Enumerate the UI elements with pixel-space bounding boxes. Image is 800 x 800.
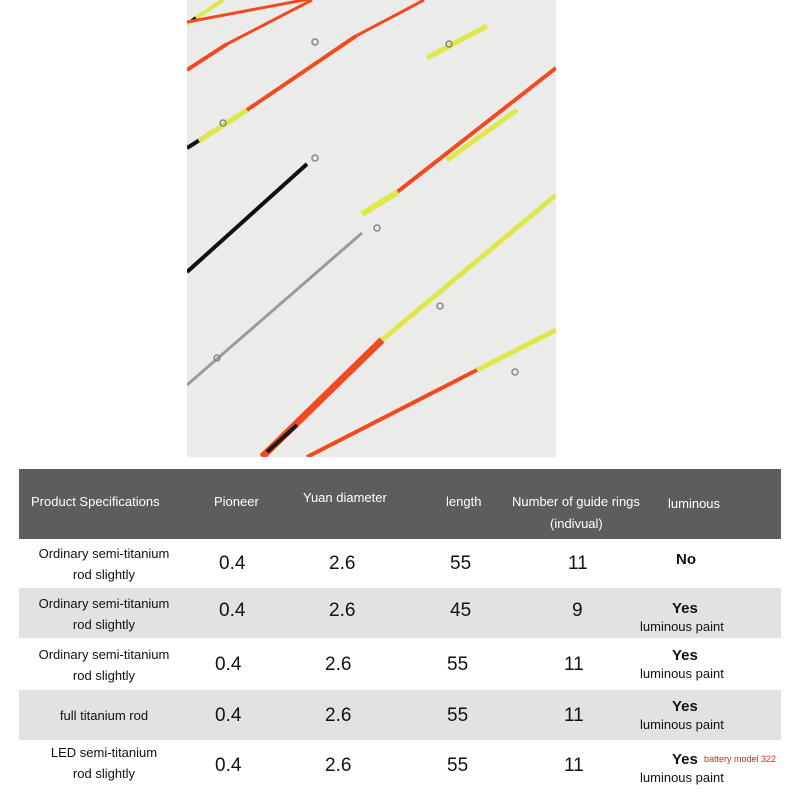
header-luminous: luminous [668,496,721,511]
diameter-value: 2.6 [329,600,356,621]
header-diameter: Yuan diameter [303,490,387,505]
rings-value: 9 [572,600,583,621]
rod-tip-6 [262,195,556,457]
rings-value: 11 [568,553,588,574]
product-name-line-1: Ordinary semi-titanium [38,546,170,561]
luminous-value: Yes [672,600,698,617]
diameter-value: 2.6 [325,654,352,675]
luminous-note: luminous paint [640,619,724,634]
rod-tip-3 [187,0,487,148]
rings-value: 11 [564,755,584,776]
diameter-value: 2.6 [325,705,352,726]
product-name-line-1: Ordinary semi-titanium [38,647,170,662]
product-name-line-2: rod slightly [72,766,136,781]
table-header [19,469,781,539]
header-product: Product Specifications [31,494,160,509]
specification-table [19,469,781,800]
pioneer-value: 0.4 [215,705,242,726]
diameter-value: 2.6 [329,553,356,574]
rod-tips-illustration [187,0,556,457]
rod-tip-5 [187,225,380,385]
table-row [19,638,781,690]
length-value: 55 [450,553,472,574]
rings-value: 11 [564,654,584,675]
product-name-line-1: LED semi-titanium [50,745,158,760]
header-pioneer: Pioneer [214,494,259,509]
table-row [19,588,781,638]
diameter-value: 2.6 [325,755,352,776]
luminous-value: Yes [672,647,698,664]
product-photo [187,0,556,457]
luminous-note: luminous paint [640,770,724,785]
rings-value: 11 [564,705,584,726]
header-rings-unit: (indivual) [550,516,603,531]
product-name-line-1: full titanium rod [59,708,149,723]
pioneer-value: 0.4 [215,654,242,675]
product-name-line-2: rod slightly [72,668,136,683]
pioneer-value: 0.4 [219,553,246,574]
table-row [19,740,781,800]
product-name-line-1: Ordinary semi-titanium [38,596,170,611]
luminous-note: luminous paint [640,717,724,732]
product-name-line-2: rod slightly [72,567,136,582]
length-value: 55 [447,654,469,675]
battery-note: battery model 322 [704,754,777,764]
rod-tip-2 [187,0,357,70]
table-row [19,690,781,740]
rod-tip-7 [307,330,556,457]
luminous-value: No [676,551,696,568]
luminous-note: luminous paint [640,666,724,681]
length-value: 55 [447,705,469,726]
luminous-value: Yes [672,751,698,768]
pioneer-value: 0.4 [219,600,246,621]
pioneer-value: 0.4 [215,755,242,776]
luminous-value: Yes [672,698,698,715]
product-name-line-2: rod slightly [72,617,136,632]
table-row [19,541,781,589]
header-rings: Number of guide rings [512,494,640,509]
header-length: length [446,494,482,509]
length-value: 55 [447,755,469,776]
length-value: 45 [450,600,472,621]
